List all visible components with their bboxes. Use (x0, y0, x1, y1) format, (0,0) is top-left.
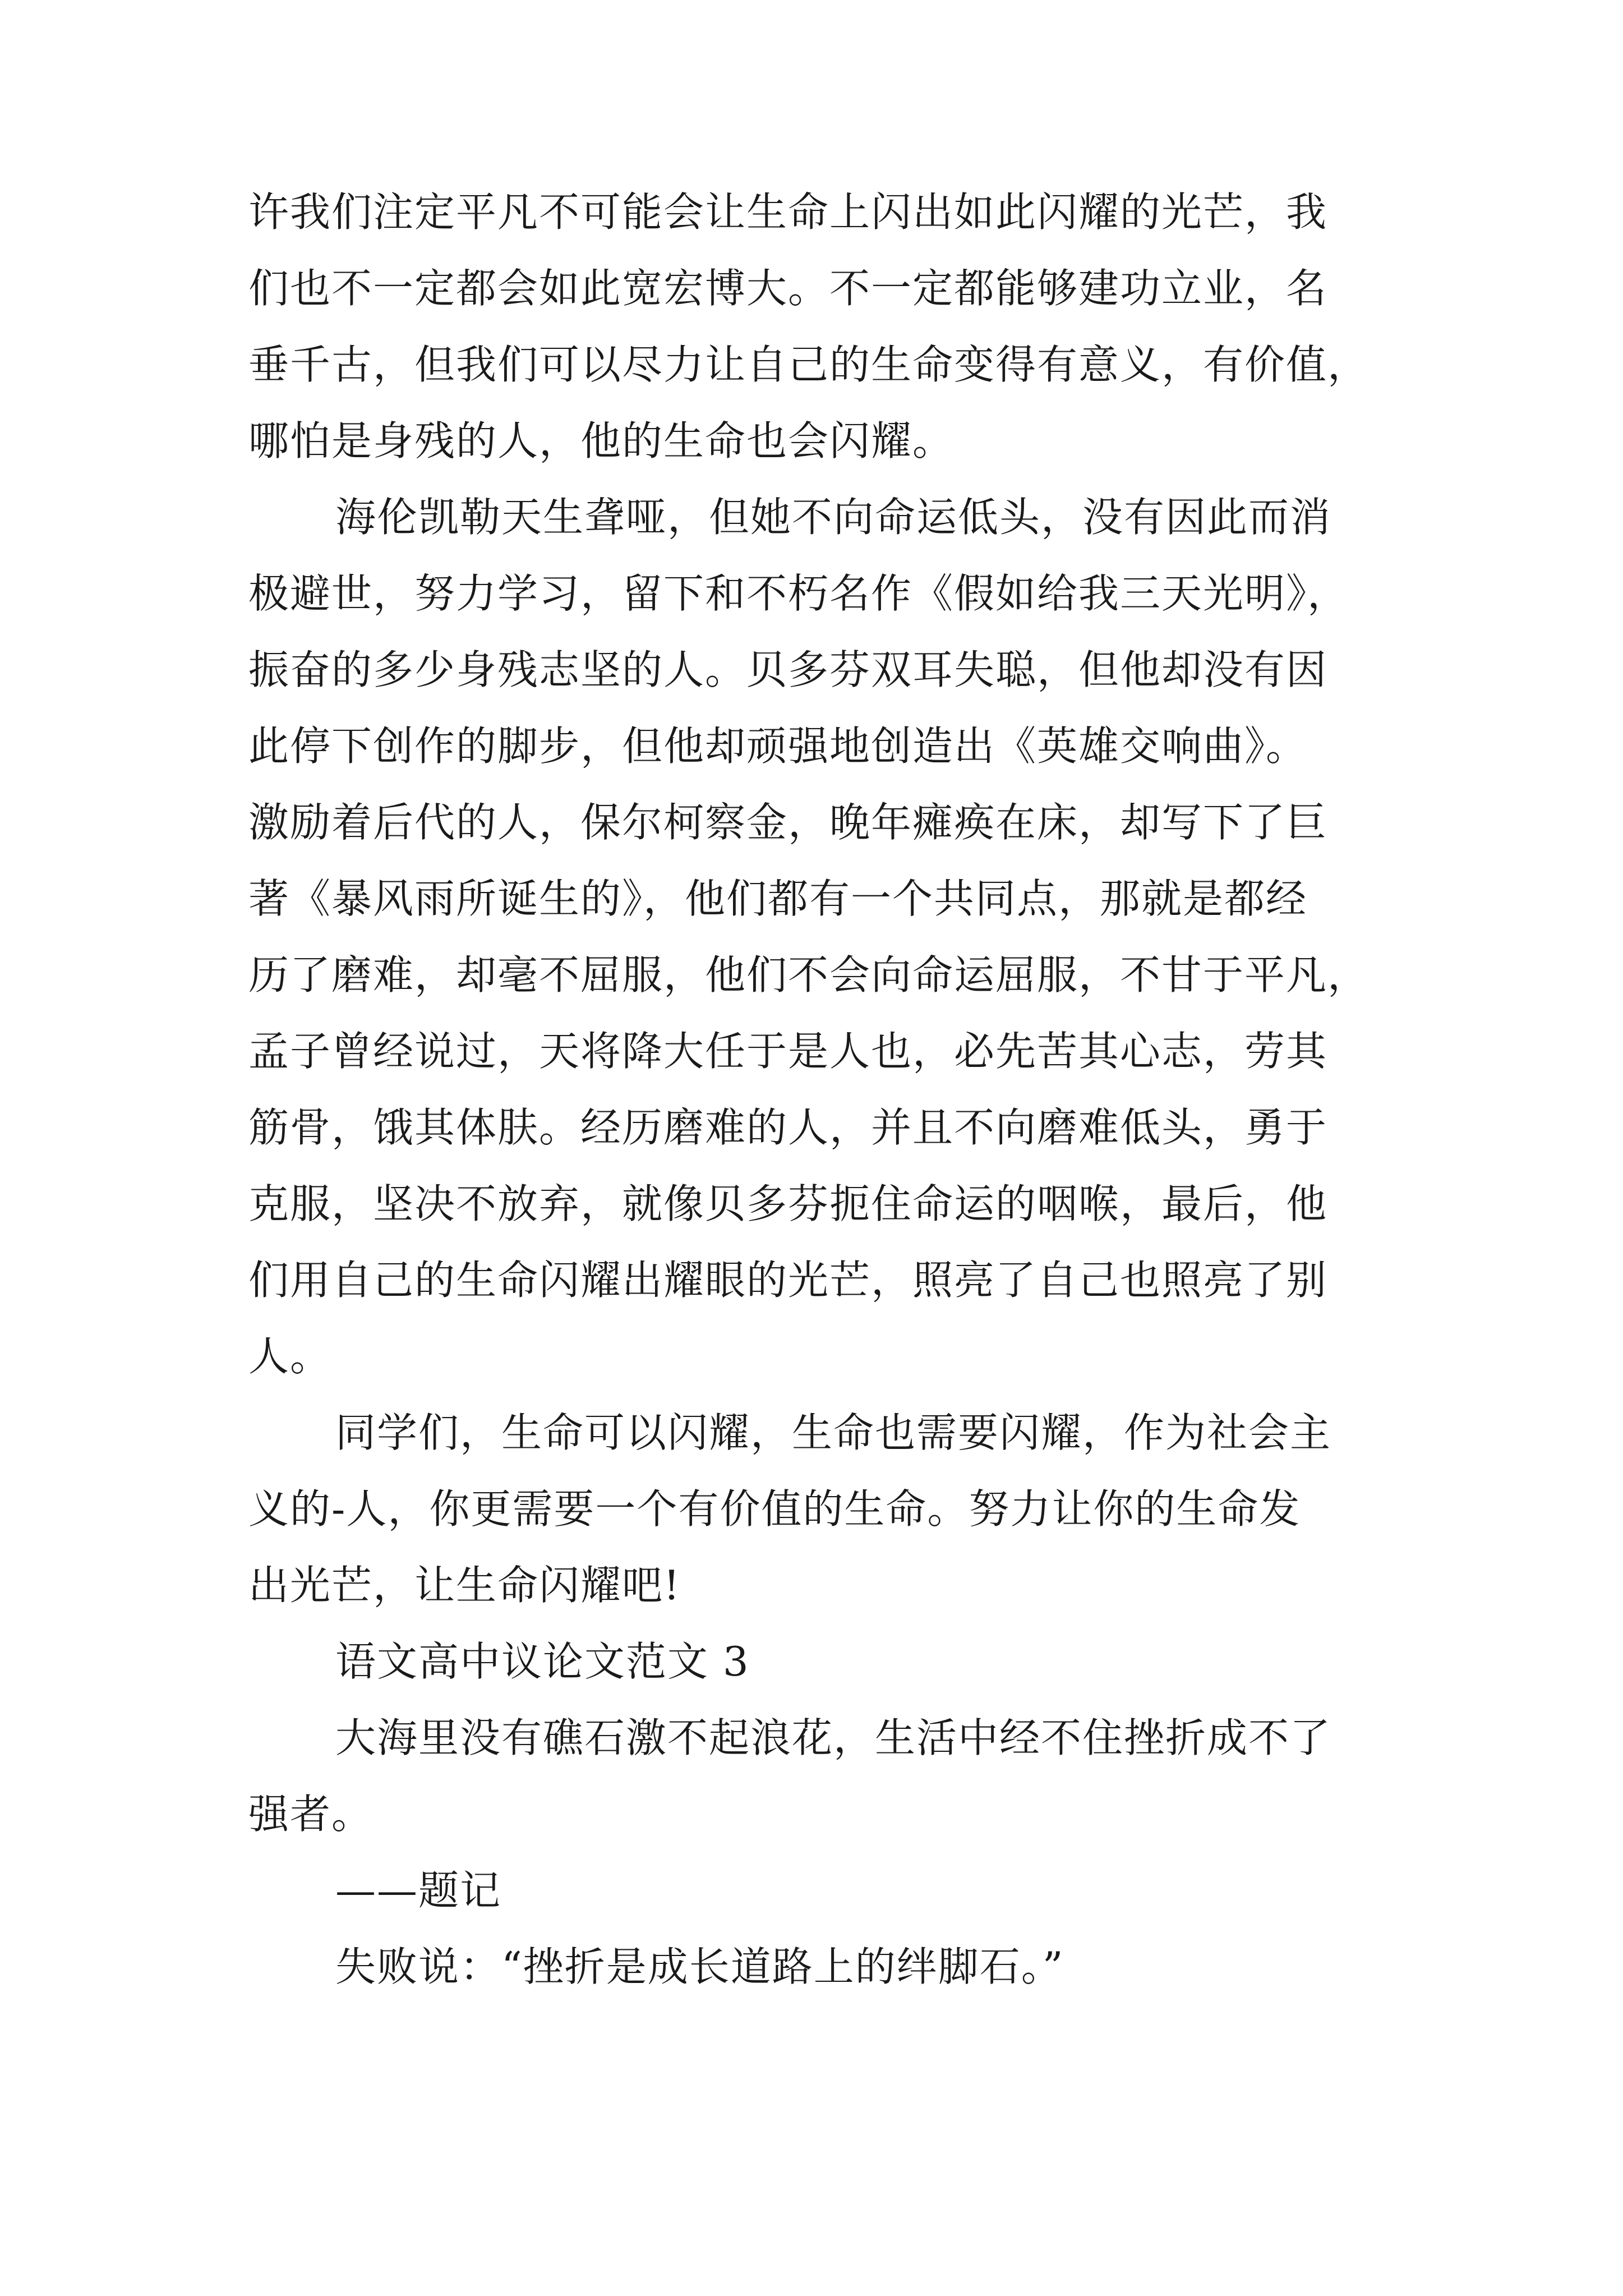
text-line: 们用自己的生命闪耀出耀眼的光芒，照亮了自己也照亮了别 (248, 1257, 1328, 1304)
paragraph-first-line: 同学们，生命可以闪耀，生命也需要闪耀，作为社会主 (335, 1409, 1332, 1456)
text-line: 极避世，努力学习，留下和不朽名作《假如给我三天光明》， (248, 570, 1349, 617)
text-line: 垂千古，但我们可以尽力让自己的生命变得有意义，有价值， (248, 341, 1370, 388)
paragraph-first-line: 海伦凯勒天生聋哑，但她不向命运低头，没有因此而消 (335, 494, 1332, 541)
text-line: 义的-人，你更需要一个有价值的生命。努力让你的生命发 (248, 1485, 1301, 1533)
paragraph-first-line: 大海里没有礁石激不起浪花，生活中经不住挫折成不了 (335, 1714, 1332, 1761)
text-line: 强者。 (248, 1791, 374, 1838)
text-line: 哪怕是身残的人，他的生命也会闪耀。 (248, 417, 955, 464)
essay-heading: 语文高中议论文范文 3 (335, 1638, 750, 1685)
text-line: 许我们注定平凡不可能会让生命上闪出如此闪耀的光芒，我 (248, 188, 1328, 236)
text-line: 孟子曾经说过，天将降大任于是人也，必先苦其心志，劳其 (248, 1028, 1328, 1075)
text-line: 们也不一定都会如此宽宏博大。不一定都能够建功立业，名 (248, 265, 1328, 312)
text-line: 此停下创作的脚步，但他却顽强地创造出《英雄交响曲》。 (248, 723, 1308, 770)
text-line: 克服，坚决不放弃，就像贝多芬扼住命运的咽喉，最后，他 (248, 1180, 1328, 1227)
text-line: 出光芒，让生命闪耀吧! (248, 1562, 681, 1609)
text-line: 著《暴风雨所诞生的》，他们都有一个共同点，那就是都经 (248, 875, 1308, 922)
text-line: 激励着后代的人，保尔柯察金，晚年瘫痪在床，却写下了巨 (248, 799, 1328, 846)
text-line: 人。 (248, 1333, 332, 1380)
epigraph-attribution: ——题记 (335, 1867, 502, 1914)
text-line: 历了磨难，却毫不屈服，他们不会向命运屈服，不甘于平凡， (248, 951, 1370, 999)
text-line: 振奋的多少身残志坚的人。贝多芬双耳失聪，但他却没有因 (248, 646, 1328, 693)
text-line: 筋骨，饿其体肤。经历磨难的人，并且不向磨难低头，勇于 (248, 1104, 1328, 1151)
paragraph-first-line: 失败说：“挫折是成长道路上的绊脚石。” (335, 1943, 1064, 1990)
